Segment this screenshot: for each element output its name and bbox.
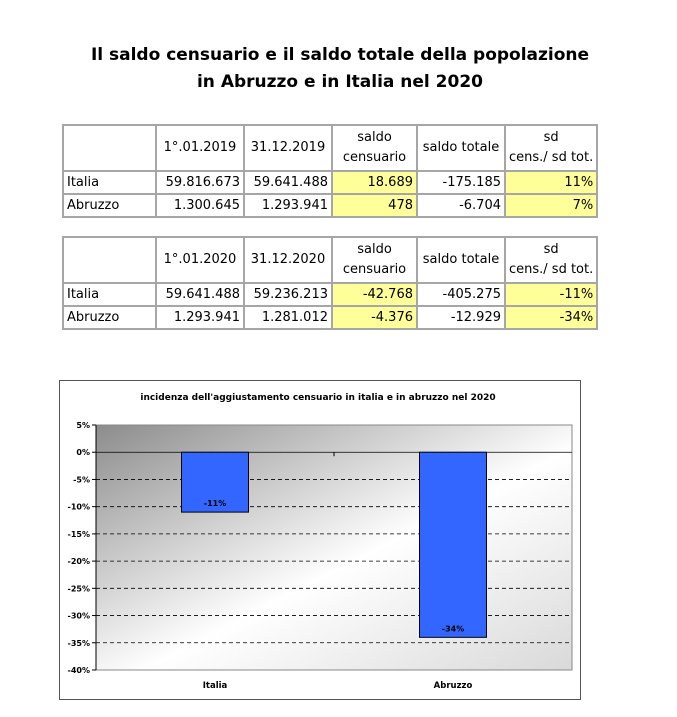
table-cell: 1.293.941 — [244, 194, 332, 217]
table-cell-highlight: 7% — [505, 194, 597, 217]
bar-chart — [60, 381, 580, 699]
table-cell-highlight: -11% — [505, 283, 597, 306]
table-header-row — [63, 237, 597, 283]
title-line-2: in Abruzzo e in Italia nel 2020 — [196, 72, 483, 92]
table-row — [63, 194, 597, 217]
row-label: Abruzzo — [63, 306, 156, 329]
table-cell: 59.641.488 — [156, 283, 244, 306]
header-cell: 1°.01.2019 — [156, 125, 244, 171]
y-tick-label: -20% — [67, 557, 90, 567]
row-label: Abruzzo — [63, 194, 156, 217]
header-cell: saldo censuario — [332, 237, 417, 283]
y-tick-label: -5% — [73, 475, 90, 485]
table-cell-highlight: 478 — [332, 194, 417, 217]
y-tick-label: 0% — [76, 448, 90, 458]
header-cell: 31.12.2019 — [244, 125, 332, 171]
bar-abruzzo — [420, 452, 487, 637]
x-tick-label: Abruzzo — [433, 681, 473, 691]
x-tick-label: Italia — [202, 681, 228, 691]
y-axis — [68, 421, 96, 675]
table-2019 — [62, 124, 598, 218]
header-cell: sd cens./ sd tot. — [505, 237, 597, 283]
table-cell: -12.929 — [417, 306, 505, 329]
table-cell-highlight: -4.376 — [332, 306, 417, 329]
y-tick-label: 5% — [76, 421, 90, 430]
header-cell — [63, 237, 156, 283]
table-cell: 1.293.941 — [156, 306, 244, 329]
header-cell: saldo censuario — [332, 125, 417, 171]
table-row — [63, 283, 597, 306]
table-row — [63, 171, 597, 194]
title-line-1: Il saldo censuario e il saldo totale della popolazione — [90, 45, 590, 65]
y-tick-label: -10% — [67, 502, 90, 512]
row-label: Italia — [63, 283, 156, 306]
table-2020 — [62, 236, 598, 330]
table-row — [63, 306, 597, 329]
y-tick-label: -15% — [67, 529, 90, 539]
page-title — [40, 42, 640, 96]
header-cell: 31.12.2020 — [244, 237, 332, 283]
header-cell — [63, 125, 156, 171]
header-cell: saldo totale — [417, 237, 505, 283]
y-tick-label: -40% — [67, 666, 90, 675]
table-cell: 1.281.012 — [244, 306, 332, 329]
y-tick-label: -30% — [67, 611, 90, 621]
table-cell: 59.641.488 — [244, 171, 332, 194]
header-cell: 1°.01.2020 — [156, 237, 244, 283]
header-cell: sd cens./ sd tot. — [505, 125, 597, 171]
table-cell: 59.816.673 — [156, 171, 244, 194]
data-label: -34% — [441, 624, 465, 634]
header-cell: saldo totale — [417, 125, 505, 171]
table-cell: 1.300.645 — [156, 194, 244, 217]
plot-area — [96, 425, 572, 670]
table-header-row — [63, 125, 597, 171]
table-cell: -6.704 — [417, 194, 505, 217]
table-cell: 59.236.213 — [244, 283, 332, 306]
chart-title: incidenza dell'aggiustamento censuario in italia e in abruzzo nel 2020 — [140, 393, 496, 403]
table-cell: -405.275 — [417, 283, 505, 306]
table-cell: -175.185 — [417, 171, 505, 194]
table-cell-highlight: 18.689 — [332, 171, 417, 194]
table-cell-highlight: -34% — [505, 306, 597, 329]
table-cell-highlight: 11% — [505, 171, 597, 194]
y-tick-label: -35% — [67, 638, 90, 648]
chart-container — [59, 380, 581, 700]
data-label: -11% — [203, 499, 227, 509]
y-tick-label: -25% — [67, 584, 90, 594]
row-label: Italia — [63, 171, 156, 194]
table-cell-highlight: -42.768 — [332, 283, 417, 306]
